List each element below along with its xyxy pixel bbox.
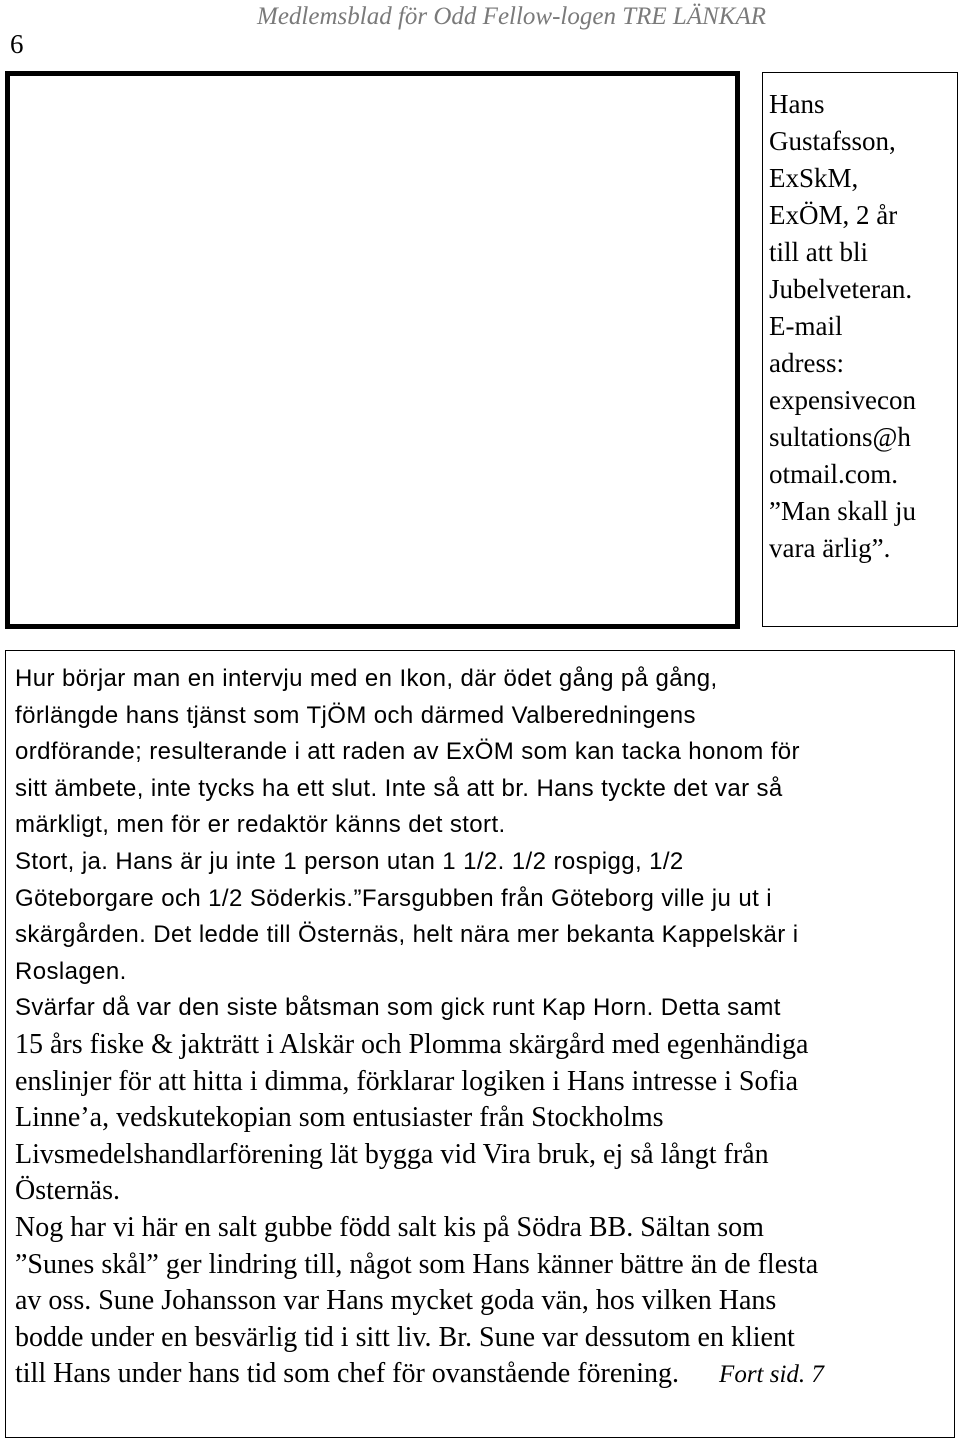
- article-line: skärgården. Det ledde till Östernäs, helt nära mer bekanta Kappelskär i: [15, 921, 799, 949]
- article-line: bodde under en besvärlig tid i sitt liv. Br. Sune var dessutom en klient: [15, 1321, 795, 1353]
- article-line: ordförande; resulterande i att raden av ExÖM som kan tacka honom för: [15, 738, 800, 766]
- article-line: Livsmedelshandlarförening lät bygga vid Vira bruk, ej så långt från: [15, 1138, 769, 1170]
- photo-placeholder: [5, 71, 740, 629]
- article-line: ”Sunes skål” ger lindring till, något som Hans känner bättre än de flesta: [15, 1248, 819, 1280]
- article-line: av oss. Sune Johansson var Hans mycket goda vän, hos vilken Hans: [15, 1285, 777, 1317]
- article-line: sitt ämbete, inte tycks ha ett slut. Inte så att br. Hans tyckte det var så: [15, 774, 783, 802]
- article-box: [5, 650, 955, 1438]
- article-line: märkligt, men för er redaktör känns det stort.: [15, 811, 506, 839]
- caption-box: [762, 72, 958, 627]
- article-line: Östernäs.: [15, 1175, 120, 1207]
- article-line: Svärfar då var den siste båtsman som gick runt Kap Horn. Detta samt: [15, 994, 781, 1022]
- article-line: Hur börjar man en intervju med en Ikon, där ödet gång på gång,: [15, 665, 718, 692]
- caption-text: Hans Gustafsson, ExSkM, ExÖM, 2 år till att bli Jubelveteran. E-mail adress: expensivecon sultations@h otmail.com. ”Man skall ju vara ärlig”.: [769, 89, 916, 563]
- article-last-line-text: till Hans under hans tid som chef för ovanstående förening.: [15, 1358, 680, 1390]
- article-line: 15 års fiske & jakträtt i Alskär och Plomma skärgård med egenhändiga: [15, 1028, 809, 1060]
- article-body: [15, 661, 950, 1393]
- article-last-line: [15, 1356, 950, 1393]
- page-number: 6: [10, 29, 24, 59]
- article-line: Roslagen.: [15, 957, 127, 985]
- running-header: Medlemsblad för Odd Fellow-logen TRE LÄNKAR: [257, 3, 766, 30]
- article-line: Linne’a, vedskutekopian som entusiaster från Stockholms: [15, 1102, 664, 1134]
- article-line: Göteborgare och 1/2 Söderkis.”Farsgubben från Göteborg ville ju ut i: [15, 884, 772, 912]
- article-line: förlängde hans tjänst som TjÖM och därmed Valberedningens: [15, 701, 696, 729]
- article-line: enslinjer för att hitta i dimma, förklarar logiken i Hans intresse i Sofia: [15, 1065, 799, 1097]
- article-line: Stort, ja. Hans är ju inte 1 person utan 1 1/2. 1/2 rospigg, 1/2: [15, 847, 684, 875]
- continued-on-page-link: Fort sid. 7: [719, 1361, 824, 1389]
- article-line: Nog har vi här en salt gubbe född salt kis på Södra BB. Sältan som: [15, 1211, 764, 1243]
